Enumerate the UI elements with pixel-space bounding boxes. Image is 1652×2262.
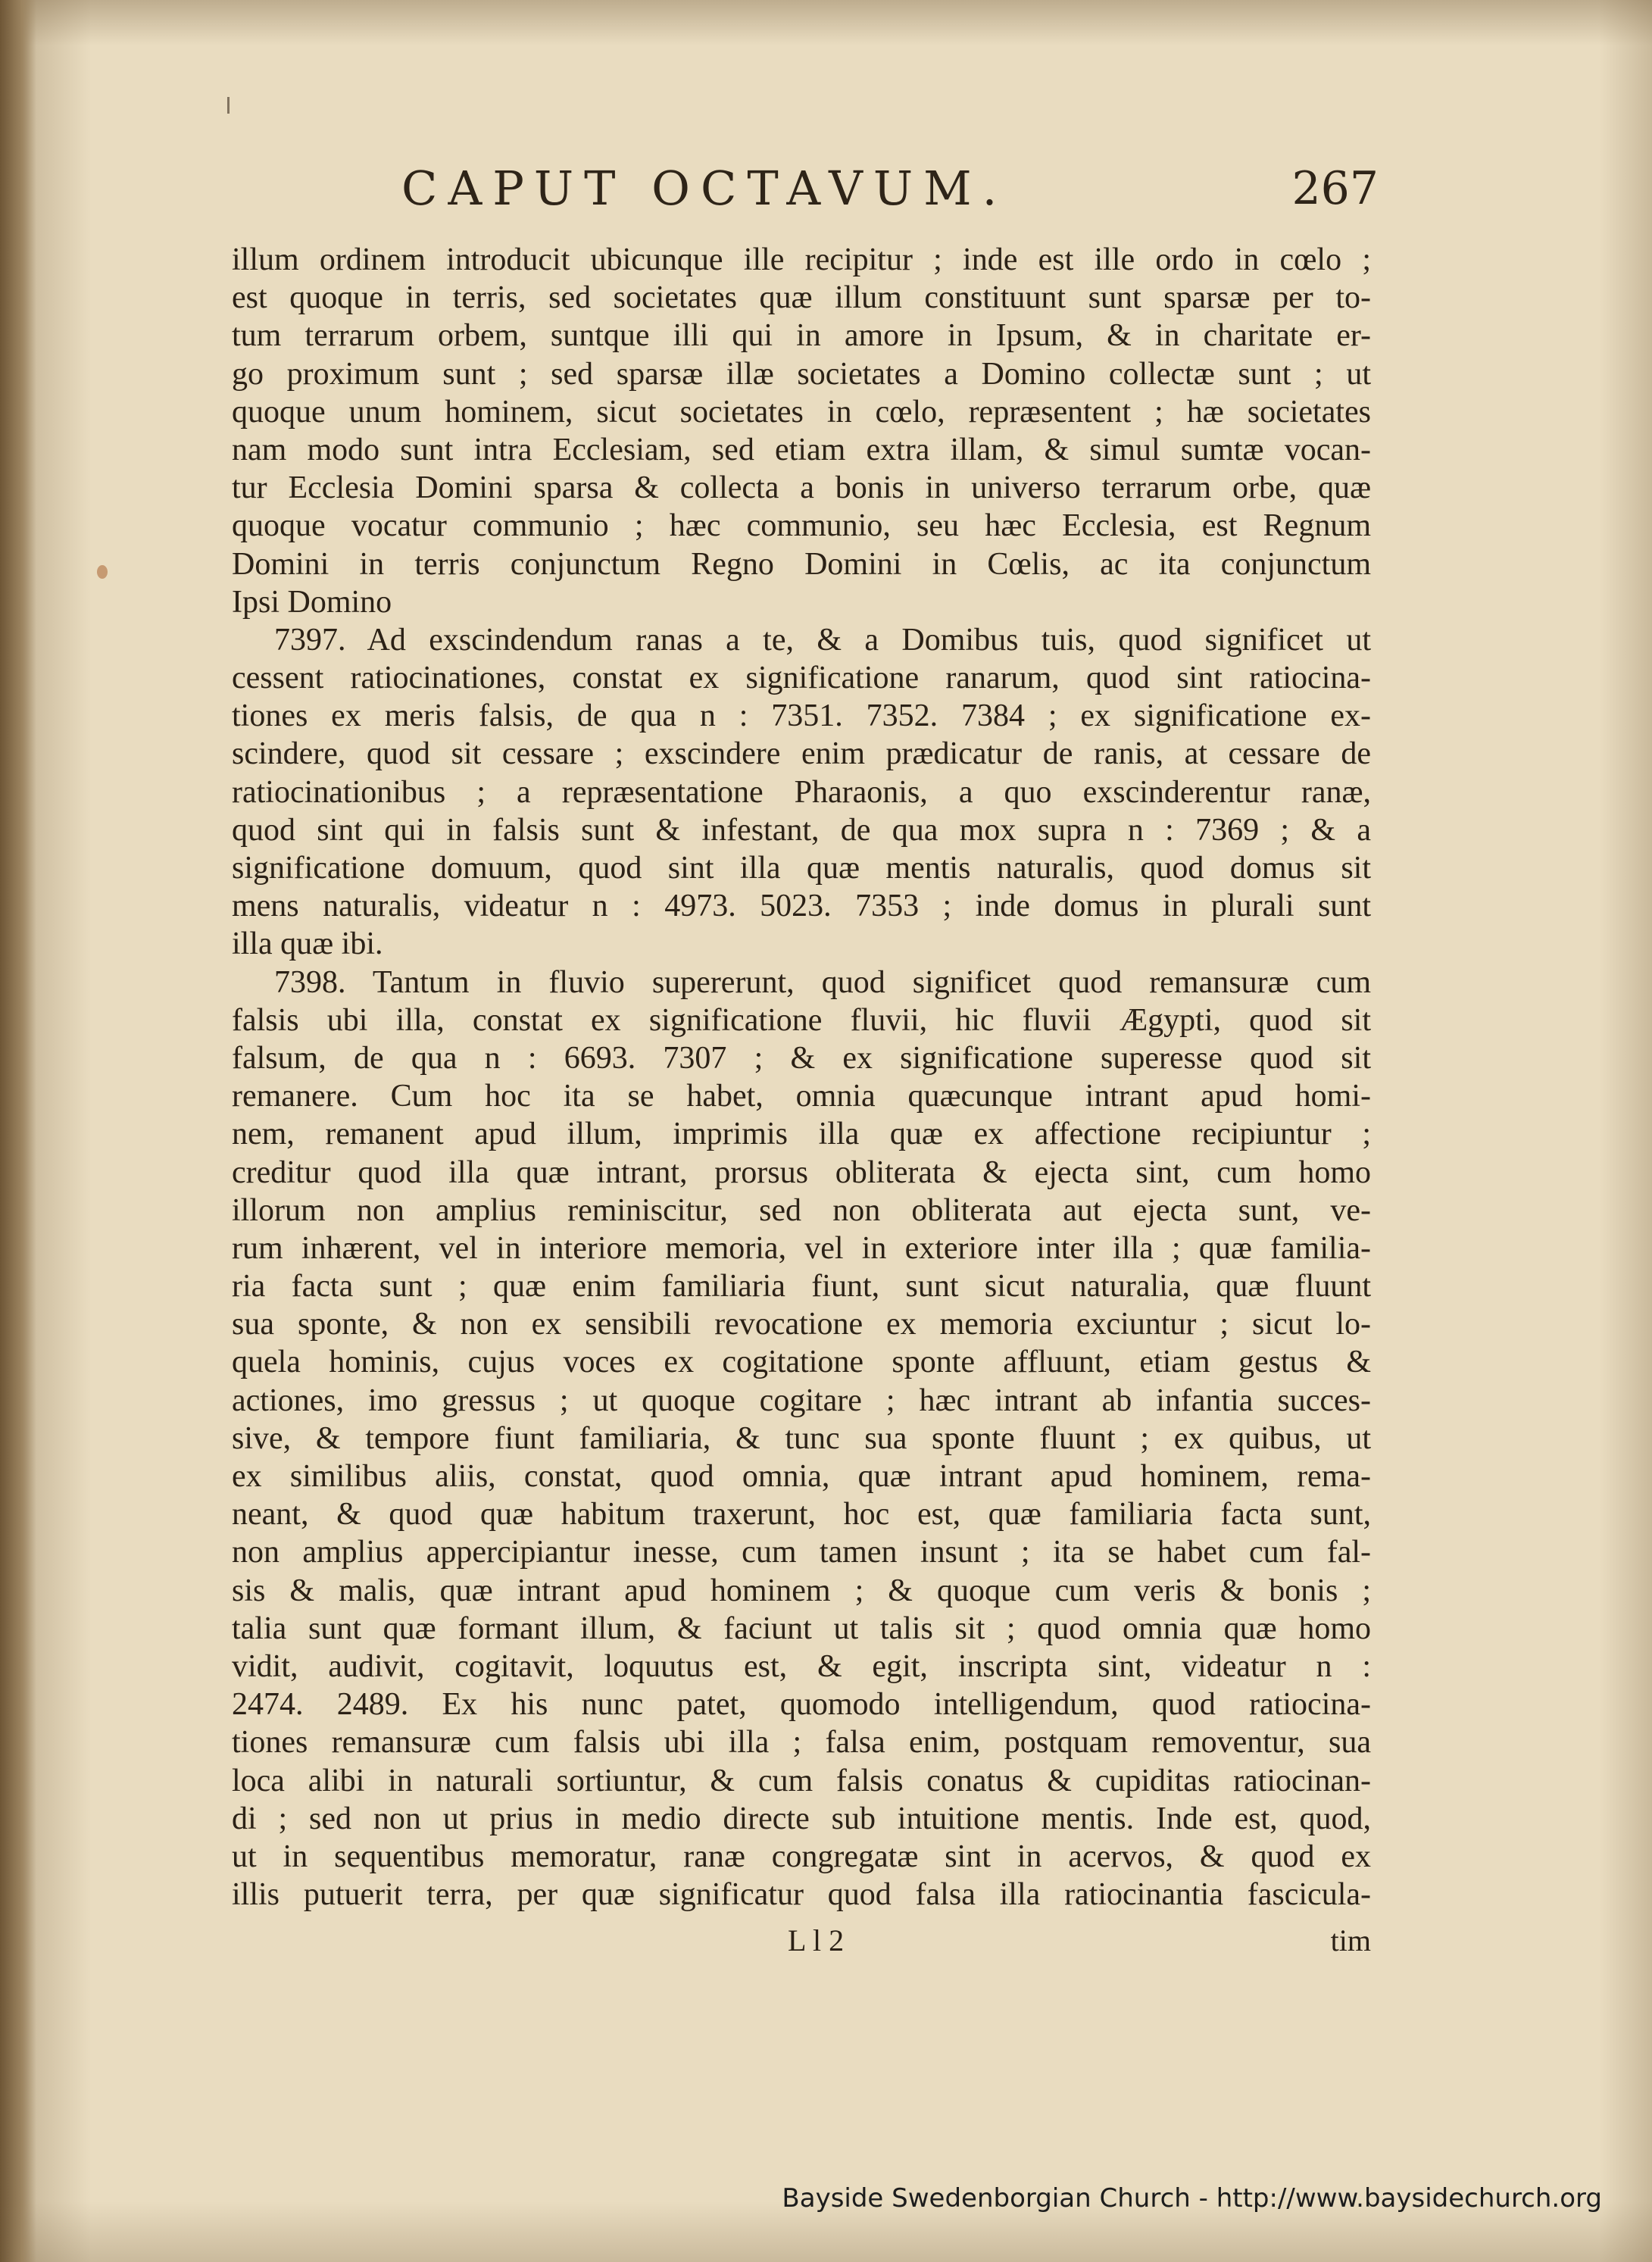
text-line: quoque vocatur communio ; hæc communio, seu hæc Ecclesia, est Regnum (232, 508, 1371, 544)
text-line: illum ordinem introducit ubicunque ille recipitur ; inde est ille ordo in cœlo ; (232, 242, 1371, 277)
catchword: tim (1330, 1923, 1371, 1957)
text-line: tur Ecclesia Domini sparsa & collecta a bonis in universo terrarum orbe, quæ (232, 470, 1371, 506)
book-spine-shadow (0, 0, 36, 2262)
text-line: 2474. 2489. Ex his nunc patet, quomodo intelligendum, quod ratiocina- (232, 1687, 1371, 1723)
text-line: tiones ex meris falsis, de qua n : 7351. 7352. 7384 ; ex significatione ex- (232, 698, 1371, 734)
text-line: quela hominis, cujus voces ex cogitatione sponte affluunt, etiam gestus & (232, 1345, 1371, 1380)
text-line: vidit, audivit, cogitavit, loquutus est, & egit, inscripta sint, videatur n : (232, 1648, 1371, 1684)
text-line: rum inhærent, vel in interiore memoria, vel in exteriore inter illa ; quæ familia- (232, 1230, 1371, 1266)
text-line: tiones remansuræ cum falsis ubi illa ; falsa enim, postquam removentur, sua (232, 1725, 1371, 1761)
text-line: scindere, quod sit cessare ; exscindere enim prædicatur de ranis, at cessare de (232, 736, 1371, 772)
source-watermark: Bayside Swedenborgian Church - http://www.baysidechurch.org (782, 2183, 1602, 2214)
text-line: talia sunt quæ formant illum, & faciunt ut talis sit ; quod omnia quæ homo (232, 1611, 1371, 1646)
text-line: neant, & quod quæ habitum traxerunt, hoc est, quæ familiaria facta sunt, (232, 1497, 1371, 1532)
text-line: creditur quod illa quæ intrant, prorsus obliterata & ejecta sint, cum homo (232, 1154, 1371, 1190)
text-line: loca alibi in naturali sortiuntur, & cum falsis conatus & cupiditas ratiocinan- (232, 1763, 1371, 1798)
paragraph-start-7397: 7397. Ad exscindendum ranas a te, & a Domibus tuis, quod significet ut (274, 622, 1371, 658)
text-line: illis putuerit terra, per quæ significatur quod falsa illa ratiocinantia fascicula- (232, 1877, 1371, 1913)
text-line: est quoque in terris, sed societates quæ illum constituunt sunt sparsæ per to- (232, 280, 1371, 316)
text-line: actiones, imo gressus ; ut quoque cogitare ; hæc intrant ab infantia succes- (232, 1383, 1371, 1418)
text-line: cessent ratiocinationes, constat ex significatione ranarum, quod sint ratiocina- (232, 661, 1371, 696)
text-line: sive, & tempore fiunt familiaria, & tunc sua sponte fluunt ; ex quibus, ut (232, 1420, 1371, 1456)
text-line: Domini in terris conjunctum Regno Domini in Cœlis, ac ita conjunctum (232, 546, 1371, 582)
text-line: di ; sed non ut prius in medio directe sub intuitione mentis. Inde est, quod, (232, 1801, 1371, 1836)
text-line: remanere. Cum hoc ita se habet, omnia quæcunque intrant apud homi- (232, 1079, 1371, 1114)
text-line: illa quæ ibi. (232, 926, 383, 962)
body-text (232, 241, 1371, 1914)
margin-mark (227, 97, 230, 114)
text-line: ex similibus aliis, constat, quod omnia, quæ intrant apud hominem, rema- (232, 1459, 1371, 1494)
text-line: non amplius appercipiantur inesse, cum tamen insunt ; ita se habet cum fal- (232, 1535, 1371, 1570)
text-line: tum terrarum orbem, suntque illi qui in amore in Ipsum, & in charitate er- (232, 318, 1371, 354)
text-line: significatione domuum, quod sint illa quæ mentis naturalis, quod domus sit (232, 851, 1371, 886)
text-line: go proximum sunt ; sed sparsæ illæ societates a Domino collectæ sunt ; ut (232, 356, 1371, 392)
text-line: nem, remanent apud illum, imprimis illa quæ ex affectione recipiuntur ; (232, 1117, 1371, 1152)
signature-mark: L l 2 (788, 1923, 845, 1957)
text-line: sua sponte, & non ex sensibili revocatione ex memoria exciuntur ; sicut lo- (232, 1307, 1371, 1342)
text-line: sis & malis, quæ intrant apud hominem ; & quoque cum veris & bonis ; (232, 1573, 1371, 1608)
text-line: nam modo sunt intra Ecclesiam, sed etiam extra illam, & simul sumtæ vocan- (232, 432, 1371, 467)
paragraph-start-7398: 7398. Tantum in fluvio supererunt, quod significet quod remansuræ cum (274, 964, 1371, 1000)
text-line: quoque unum hominem, sicut societates in cœlo, repræsentent ; hæ societates (232, 394, 1371, 430)
page-title: CAPUT OCTAVUM. (401, 161, 1008, 216)
text-line: illorum non amplius reminiscitur, sed non obliterata aut ejecta sunt, ve- (232, 1192, 1371, 1228)
page-number: 267 (1291, 162, 1379, 215)
text-line: mens naturalis, videatur n : 4973. 5023. 7353 ; inde domus in plurali sunt (232, 889, 1371, 924)
text-line: falsis ubi illa, constat ex significatione fluvii, hic fluvii Ægypti, quod sit (232, 1002, 1371, 1038)
text-line: ut in sequentibus memoratur, ranæ congregatæ sint in acervos, & quod ex (232, 1839, 1371, 1874)
text-line: ria facta sunt ; quæ enim familiaria fiunt, sunt sicut naturalia, quæ fluunt (232, 1269, 1371, 1304)
text-line: falsum, de qua n : 6693. 7307 ; & ex significatione superesse quod sit (232, 1040, 1371, 1076)
paper-stain (97, 565, 108, 579)
text-line: ratiocinationibus ; a repræsentatione Pharaonis, a quo exscinderentur ranæ, (232, 774, 1371, 810)
text-line: Ipsi Domino (232, 584, 392, 620)
running-head (227, 161, 1379, 224)
text-line: quod sint qui in falsis sunt & infestant, de qua mox supra n : 7369 ; & a (232, 812, 1371, 848)
